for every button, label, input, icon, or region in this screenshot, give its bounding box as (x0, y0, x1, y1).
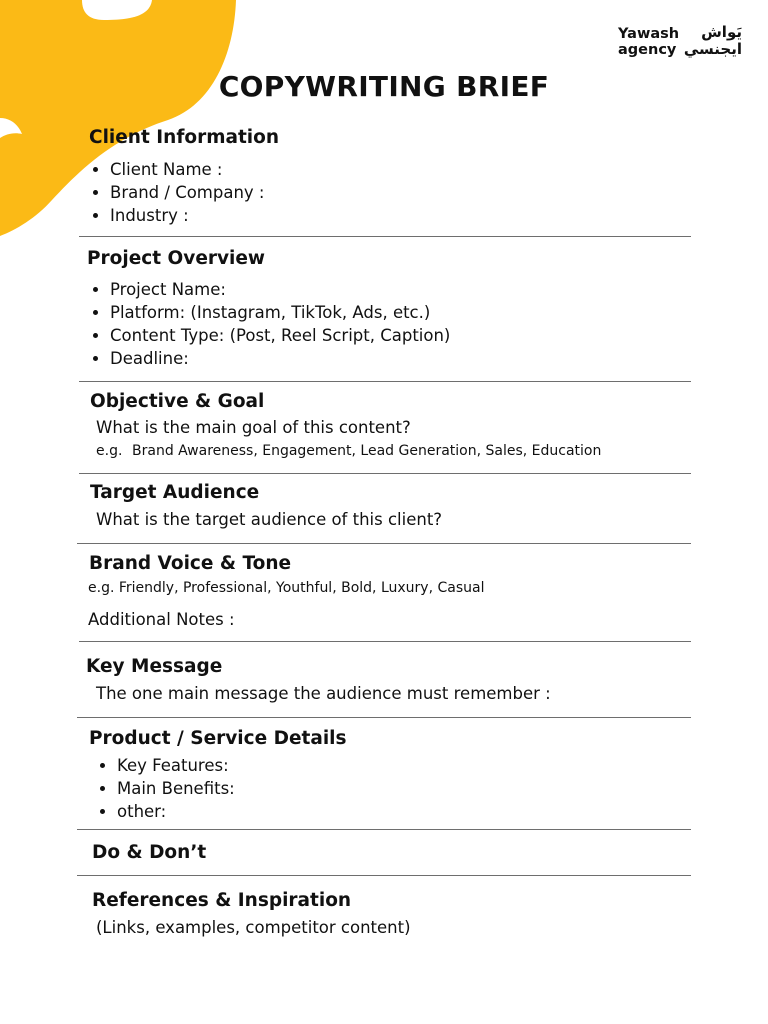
objective-example: Brand Awareness, Engagement, Lead Generation, Sales, Education (132, 443, 602, 459)
client-info-heading: Client Information (89, 127, 280, 148)
section-divider (79, 381, 691, 382)
brand-voice-heading: Brand Voice & Tone (89, 553, 292, 574)
list-item: Platform: (Instagram, TikTok, Ads, etc.) (90, 301, 450, 324)
brand-voice-notes: Additional Notes : (88, 610, 235, 629)
objective-heading: Objective & Goal (90, 391, 265, 412)
list-item: Brand / Company : (90, 181, 265, 204)
do-dont-heading: Do & Don’t (92, 842, 207, 863)
target-audience-heading: Target Audience (90, 482, 260, 503)
list-item: Project Name: (90, 278, 450, 301)
product-details-heading: Product / Service Details (89, 728, 347, 749)
section-divider (77, 829, 691, 830)
key-message-heading: Key Message (86, 656, 223, 677)
list-item: Industry : (90, 204, 265, 227)
section-divider (79, 641, 691, 642)
references-heading: References & Inspiration (92, 890, 352, 911)
logo-arabic (683, 23, 742, 58)
objective-question: What is the main goal of this content? (96, 418, 411, 437)
section-divider (77, 717, 691, 718)
list-item: Content Type: (Post, Reel Script, Caption) (90, 324, 450, 347)
section-divider (79, 236, 691, 237)
client-info-list (90, 158, 265, 227)
references-prompt: (Links, examples, competitor content) (96, 918, 411, 937)
agency-logo (618, 24, 743, 64)
section-divider (77, 543, 691, 544)
list-item: Main Benefits: (97, 777, 235, 800)
section-divider (77, 875, 691, 876)
list-item: Client Name : (90, 158, 265, 181)
list-item: Key Features: (97, 754, 235, 777)
project-overview-heading: Project Overview (87, 248, 266, 269)
objective-example-prefix: e.g. (96, 443, 123, 459)
list-item: other: (97, 800, 235, 823)
section-divider (79, 473, 691, 474)
key-message-prompt: The one main message the audience must remember : (96, 684, 551, 703)
list-item: Deadline: (90, 347, 450, 370)
logo-english (618, 26, 679, 58)
brand-voice-example: e.g. Friendly, Professional, Youthful, Bold, Luxury, Casual (88, 580, 485, 596)
product-details-list (97, 754, 235, 823)
page-title: COPYWRITING BRIEF (218, 70, 550, 103)
project-overview-list (90, 278, 450, 370)
logo-english-line1: Yawash (618, 26, 680, 42)
logo-arabic-line2: ايجنسي (683, 40, 742, 58)
logo-arabic-line1: يَواش (701, 23, 742, 41)
target-audience-question: What is the target audience of this client? (96, 510, 443, 529)
logo-english-line2: agency (618, 42, 677, 58)
